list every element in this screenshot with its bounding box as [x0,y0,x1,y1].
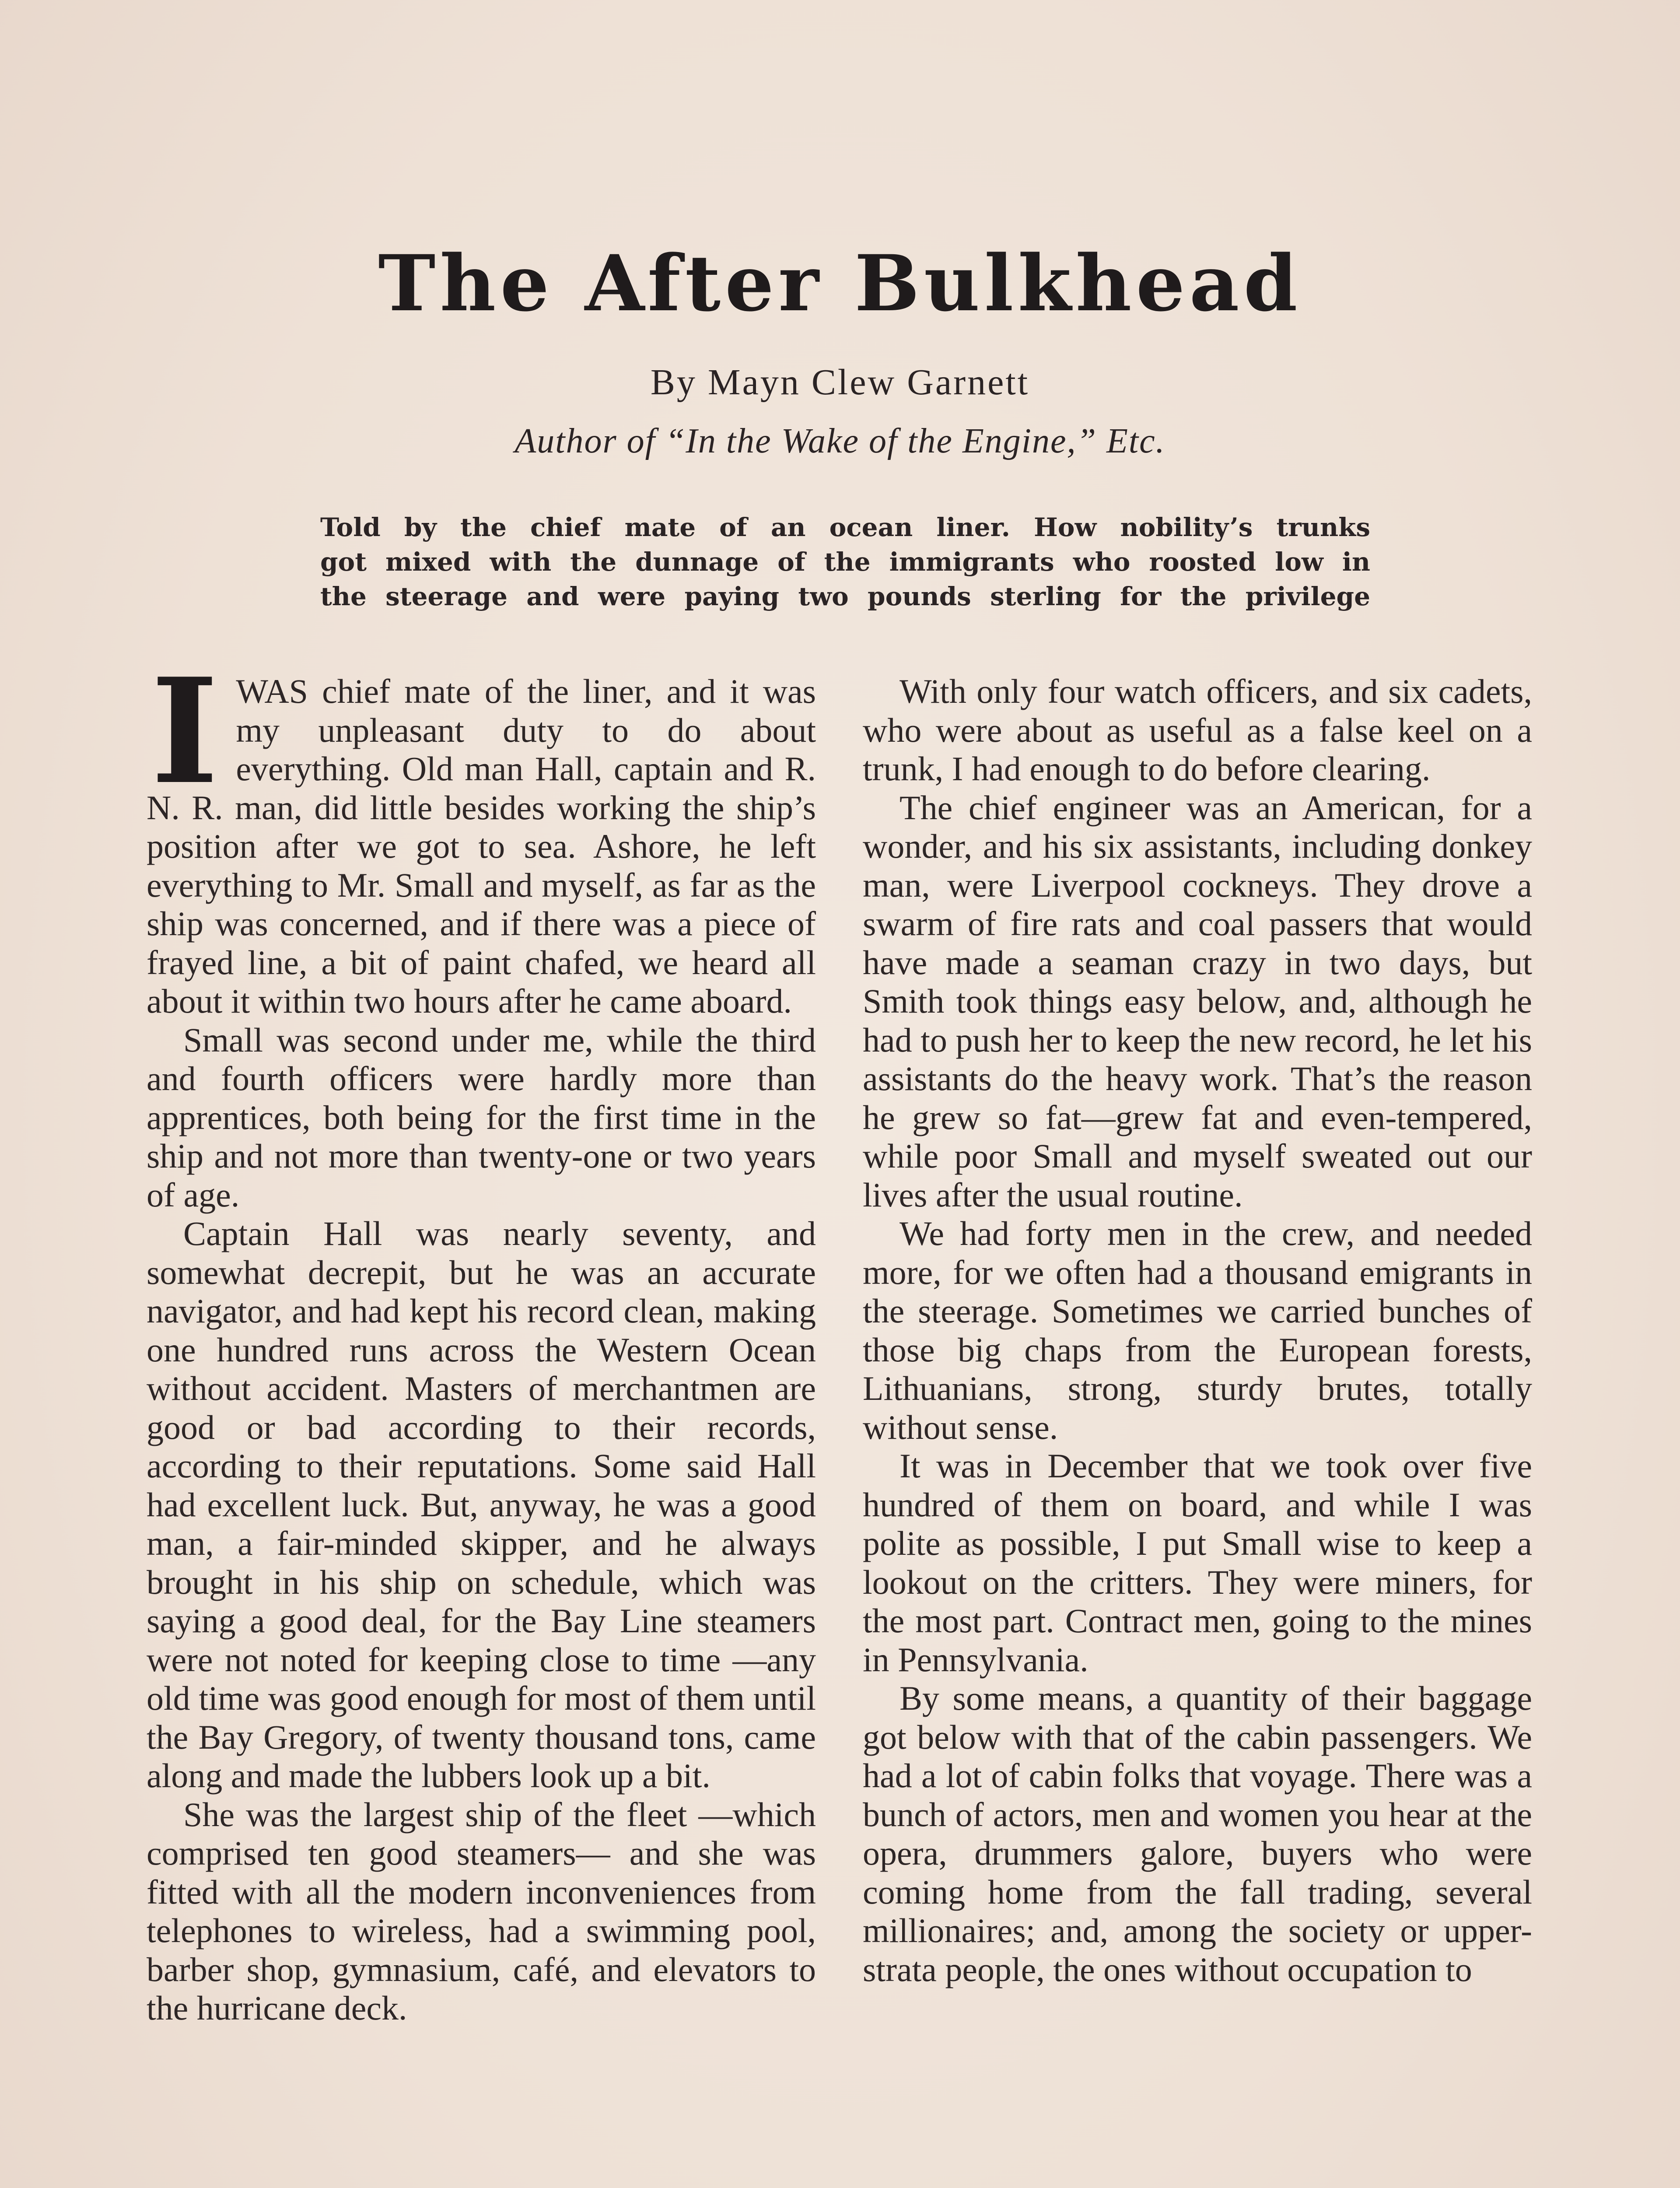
left-column [147,646,816,2028]
paragraph: With only four watch officers, and six cadets, who were about as useful as a false keel on a trunk, I had enough to do before clearing. [863,672,1532,788]
paragraph: By some means, a quantity of their baggage got below with that of the cabin passengers. We had a lot of cabin folks that voyage. There was a bunch of actors, men and women you hear at the opera, drummers galore, buyers who were coming home from the fall trading, several millionaires; and, among the society or upper-strata people, the ones without occupation to [863,1679,1532,1988]
paragraph-text: WAS chief mate of the liner, and it was my unpleasant duty to do about everything. Old man Hall, captain and R. N. R. man, did little besides working the ship’s position after we got to sea. Ashore, he left everything to Mr. Small and myself, as far as the ship was concerned, and if there was a piece of frayed line, a bit of paint chafed, we heard all about it within two hours after he came aboard. [147,672,816,1020]
blurb-line-2: got mixed with the dunnage of the immigrants who roosted low in [320,547,1370,577]
article-blurb [320,510,1370,614]
paragraph: She was the largest ship of the fleet —which comprised ten good steamers— and she was fitted with all the modern inconveniences from telephones to wireless, had a swimming pool, barber shop, gymnasium, café, and elevators to the hurricane deck. [147,1795,816,2027]
right-column [863,672,1532,1989]
article-byline: By Mayn Clew Garnett [650,362,1030,403]
blurb-line-3: the steerage and were paying two pounds sterling for the privilege [320,582,1370,611]
paragraph: We had forty men in the crew, and needed more, for we often had a thousand emigrants in the steerage. Sometimes we carried bunches of those big chaps from the European forests, Lithuanians, strong, sturdy brutes, totally without sense. [863,1214,1532,1446]
paragraph: Small was second under me, while the third and fourth officers were hardly more than apprentices, both being for the first time in the ship and not more than twenty-one or two years of age. [147,1020,816,1214]
article-title: The After Bulkhead [378,238,1302,329]
paragraph: It was in December that we took over five hundred of them on board, and while I was polite as possible, I put Small wise to keep a lookout on the critters. They were miners, for the most part. Contract men, going to the mines in Pennsylvania. [863,1447,1532,1679]
blurb-line-1: Told by the chief mate of an ocean liner. How nobility’s trunks [320,512,1370,542]
author-credits: Author of “In the Wake of the Engine,” Etc. [514,422,1166,460]
drop-cap: I [151,646,219,816]
paragraph: Captain Hall was nearly seventy, and somewhat decrepit, but he was an accurate navigator, and had kept his record clean, making one hundred runs across the Western Ocean without accident. Masters of merchantmen are good or bad according to their records, according to their reputations. Some said Hall had excellent luck. But, anyway, he was a good man, a fair-minded skipper, and he always brought in his ship on schedule, which was saying a good deal, for the Bay Line steamers were not noted for keeping close to time —any old time was good enough for most of them until the Bay Gregory, of twenty thousand tons, came along and made the lubbers look up a bit. [147,1214,816,1795]
paragraph [147,646,816,1021]
paragraph: The chief engineer was an American, for a wonder, and his six assistants, including donkey man, were Liverpool cockneys. They drove a swarm of fire rats and coal passers that would have made a seaman crazy in two days, but Smith took things easy below, and, although he had to push her to keep the new record, he let his assistants do the heavy work. That’s the reason he grew so fat—grew fat and even-tempered, while poor Small and myself sweated out our lives after the usual routine. [863,788,1532,1214]
